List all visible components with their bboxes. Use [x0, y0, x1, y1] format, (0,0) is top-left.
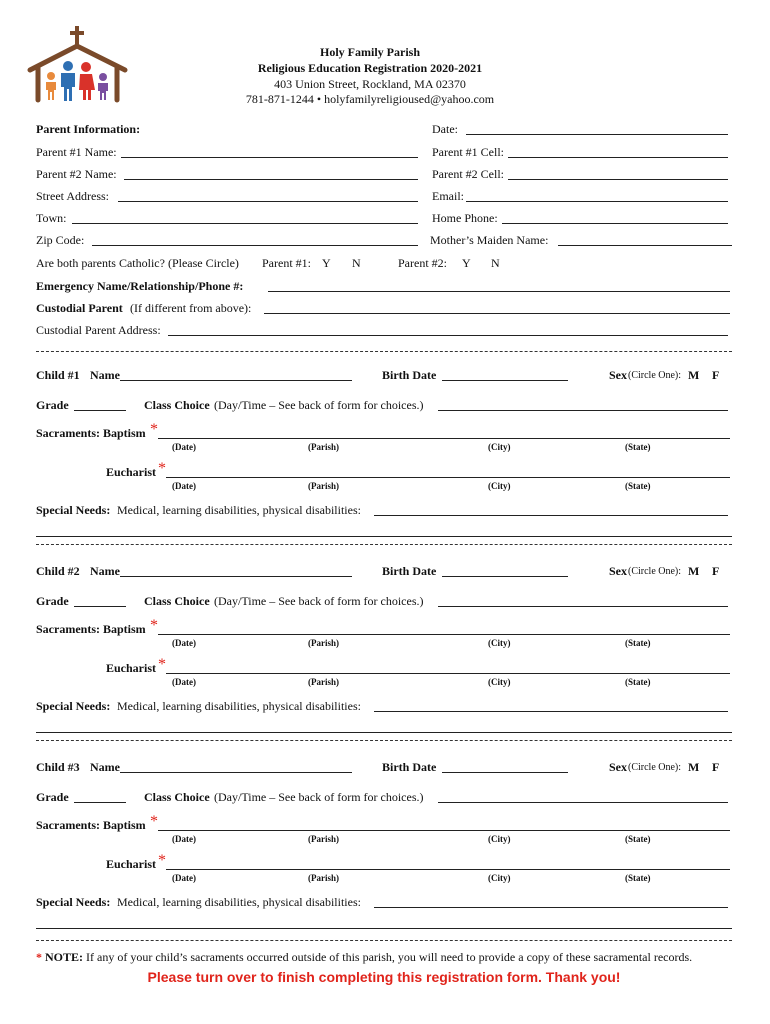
custodial-field[interactable]: [264, 313, 730, 314]
baptism-state-caption: (State): [625, 834, 651, 844]
sex-label: Sex: [609, 564, 627, 578]
sex-female-option[interactable]: F: [712, 368, 720, 382]
parent2-name-label: Parent #2 Name:: [36, 167, 117, 181]
note-asterisk: *: [36, 950, 42, 964]
parent2-cell-label: Parent #2 Cell:: [432, 167, 504, 181]
baptism-city-caption: (City): [488, 638, 511, 648]
sex-note: (Circle One):: [628, 370, 682, 381]
child-name-label: Name: [90, 368, 120, 382]
home-phone-field[interactable]: [502, 223, 728, 224]
custodial-note: (If different from above):: [130, 301, 252, 315]
section-divider: [36, 544, 732, 545]
parish-logo: [26, 24, 130, 104]
special-needs-field-extra[interactable]: [36, 928, 732, 929]
email-field[interactable]: [466, 201, 728, 202]
birth-date-label: Birth Date: [382, 368, 437, 382]
eucharist-city-caption: (City): [488, 677, 511, 687]
class-choice-note: (Day/Time – See back of form for choices.): [214, 790, 424, 804]
class-choice-field[interactable]: [438, 410, 728, 411]
birth-date-field[interactable]: [442, 380, 568, 381]
eucharist-field[interactable]: [166, 477, 730, 478]
baptism-parish-caption: (Parish): [308, 442, 339, 452]
eucharist-state-caption: (State): [625, 481, 651, 491]
child-name-label: Name: [90, 564, 120, 578]
class-choice-field[interactable]: [438, 606, 728, 607]
catholic-parent2-no[interactable]: N: [491, 256, 500, 270]
sex-male-option[interactable]: M: [688, 368, 700, 382]
special-needs-label: Special Needs:: [36, 699, 111, 713]
required-asterisk: *: [158, 656, 166, 673]
zip-label: Zip Code:: [36, 233, 85, 247]
parent1-cell-field[interactable]: [508, 157, 728, 158]
class-choice-note: (Day/Time – See back of form for choices.): [214, 398, 424, 412]
section-divider: [36, 740, 732, 741]
special-needs-note: Medical, learning disabilities, physical disabilities:: [117, 503, 361, 517]
eucharist-date-caption: (Date): [172, 873, 196, 883]
baptism-field[interactable]: [158, 830, 730, 831]
eucharist-label: Eucharist: [106, 857, 157, 871]
sex-note: (Circle One):: [628, 566, 682, 577]
class-choice-note: (Day/Time – See back of form for choices.): [214, 594, 424, 608]
parish-contact: 781-871-1244 • holyfamilyreligioused@yahoo.com: [245, 92, 495, 106]
parish-address: 403 Union Street, Rockland, MA 02370: [274, 77, 466, 91]
maiden-name-label: Mother’s Maiden Name:: [430, 233, 549, 247]
sex-male-option[interactable]: M: [688, 564, 700, 578]
child-block-2: [0, 564, 770, 754]
street-label: Street Address:: [36, 189, 109, 203]
custodial-label: Custodial Parent: [36, 301, 123, 315]
sacrament-records-note: [36, 950, 732, 964]
closing-message: Please turn over to finish completing this registration form. Thank you!: [147, 969, 621, 985]
street-field[interactable]: [118, 201, 418, 202]
baptism-parish-caption: (Parish): [308, 638, 339, 648]
special-needs-label: Special Needs:: [36, 895, 111, 909]
eucharist-date-caption: (Date): [172, 677, 196, 687]
sex-note: (Circle One):: [628, 762, 682, 773]
sex-male-option[interactable]: M: [688, 760, 700, 774]
maiden-name-field[interactable]: [558, 245, 732, 246]
class-choice-field[interactable]: [438, 802, 728, 803]
birth-date-label: Birth Date: [382, 760, 437, 774]
birth-date-field[interactable]: [442, 772, 568, 773]
eucharist-city-caption: (City): [488, 481, 511, 491]
required-asterisk: *: [150, 813, 158, 830]
custodial-address-field[interactable]: [168, 335, 728, 336]
parent2-cell-field[interactable]: [508, 179, 728, 180]
baptism-label: Sacraments: Baptism: [36, 426, 146, 440]
class-choice-label: Class Choice: [144, 790, 210, 804]
baptism-field[interactable]: [158, 634, 730, 635]
special-needs-label: Special Needs:: [36, 503, 111, 517]
zip-field[interactable]: [92, 245, 418, 246]
catholic-parent1-no[interactable]: N: [352, 256, 361, 270]
org-name: Holy Family Parish: [320, 45, 420, 59]
grade-field[interactable]: [74, 410, 126, 411]
form-title: Religious Education Registration 2020-2021: [257, 61, 483, 75]
sex-female-option[interactable]: F: [712, 760, 720, 774]
eucharist-label: Eucharist: [106, 661, 157, 675]
baptism-label: Sacraments: Baptism: [36, 622, 146, 636]
child-name-field[interactable]: [120, 380, 352, 381]
parent1-cell-label: Parent #1 Cell:: [432, 145, 504, 159]
custodial-address-label: Custodial Parent Address:: [36, 323, 161, 337]
child-block-3: [0, 760, 770, 950]
roof-icon: [30, 46, 125, 100]
parent2-name-field[interactable]: [124, 179, 418, 180]
eucharist-field[interactable]: [166, 673, 730, 674]
section-divider: [36, 940, 732, 941]
note-text: If any of your child’s sacraments occurred outside of this parish, you will need to provide a copy of these sacramental records.: [86, 950, 693, 964]
family-icon: [46, 61, 108, 101]
special-needs-note: Medical, learning disabilities, physical disabilities:: [117, 699, 361, 713]
child-name-field[interactable]: [120, 772, 352, 773]
grade-label: Grade: [36, 594, 69, 608]
grade-label: Grade: [36, 398, 69, 412]
baptism-state-caption: (State): [625, 442, 651, 452]
catholic-question: Are both parents Catholic? (Please Circle): [36, 256, 239, 270]
parent1-name-label: Parent #1 Name:: [36, 145, 117, 159]
baptism-city-caption: (City): [488, 834, 511, 844]
sex-label: Sex: [609, 368, 627, 382]
birth-date-field[interactable]: [442, 576, 568, 577]
eucharist-city-caption: (City): [488, 873, 511, 883]
catholic-parent1-label: Parent #1:: [262, 256, 311, 270]
special-needs-field[interactable]: [374, 515, 728, 516]
sex-label: Sex: [609, 760, 627, 774]
cross-icon: [70, 26, 84, 46]
baptism-date-caption: (Date): [172, 638, 196, 648]
baptism-label: Sacraments: Baptism: [36, 818, 146, 832]
child-label: Child #1: [36, 368, 80, 382]
baptism-city-caption: (City): [488, 442, 511, 452]
baptism-field[interactable]: [158, 438, 730, 439]
special-needs-note: Medical, learning disabilities, physical disabilities:: [117, 895, 361, 909]
special-needs-field-extra[interactable]: [36, 732, 732, 733]
home-phone-label: Home Phone:: [432, 211, 498, 225]
grade-field[interactable]: [74, 606, 126, 607]
class-choice-label: Class Choice: [144, 594, 210, 608]
town-field[interactable]: [72, 223, 418, 224]
eucharist-state-caption: (State): [625, 677, 651, 687]
child-block-1: [0, 368, 770, 558]
section-divider: [36, 351, 732, 352]
email-label: Email:: [432, 189, 464, 203]
grade-label: Grade: [36, 790, 69, 804]
catholic-parent1-yes[interactable]: Y: [322, 256, 331, 270]
child-name-field[interactable]: [120, 576, 352, 577]
emergency-label: Emergency Name/Relationship/Phone #:: [36, 279, 244, 293]
class-choice-label: Class Choice: [144, 398, 210, 412]
catholic-parent2-yes[interactable]: Y: [462, 256, 471, 270]
child-label: Child #3: [36, 760, 80, 774]
eucharist-label: Eucharist: [106, 465, 157, 479]
parent-section-label: Parent Information:: [36, 122, 141, 136]
baptism-state-caption: (State): [625, 638, 651, 648]
town-label: Town:: [36, 211, 67, 225]
required-asterisk: *: [150, 617, 158, 634]
required-asterisk: *: [150, 421, 158, 438]
baptism-parish-caption: (Parish): [308, 834, 339, 844]
child-label: Child #2: [36, 564, 80, 578]
note-label: NOTE:: [45, 950, 84, 964]
eucharist-field[interactable]: [166, 869, 730, 870]
special-needs-field-extra[interactable]: [36, 536, 732, 537]
sex-female-option[interactable]: F: [712, 564, 720, 578]
eucharist-state-caption: (State): [625, 873, 651, 883]
required-asterisk: *: [158, 852, 166, 869]
special-needs-field[interactable]: [374, 711, 728, 712]
baptism-date-caption: (Date): [172, 834, 196, 844]
special-needs-field[interactable]: [374, 907, 728, 908]
date-field[interactable]: [466, 134, 728, 135]
eucharist-parish-caption: (Parish): [308, 873, 339, 883]
eucharist-parish-caption: (Parish): [308, 677, 339, 687]
date-label: Date:: [432, 122, 458, 136]
emergency-field[interactable]: [268, 291, 730, 292]
birth-date-label: Birth Date: [382, 564, 437, 578]
baptism-date-caption: (Date): [172, 442, 196, 452]
grade-field[interactable]: [74, 802, 126, 803]
required-asterisk: *: [158, 460, 166, 477]
eucharist-parish-caption: (Parish): [308, 481, 339, 491]
parent1-name-field[interactable]: [121, 157, 418, 158]
catholic-parent2-label: Parent #2:: [398, 256, 447, 270]
child-name-label: Name: [90, 760, 120, 774]
eucharist-date-caption: (Date): [172, 481, 196, 491]
